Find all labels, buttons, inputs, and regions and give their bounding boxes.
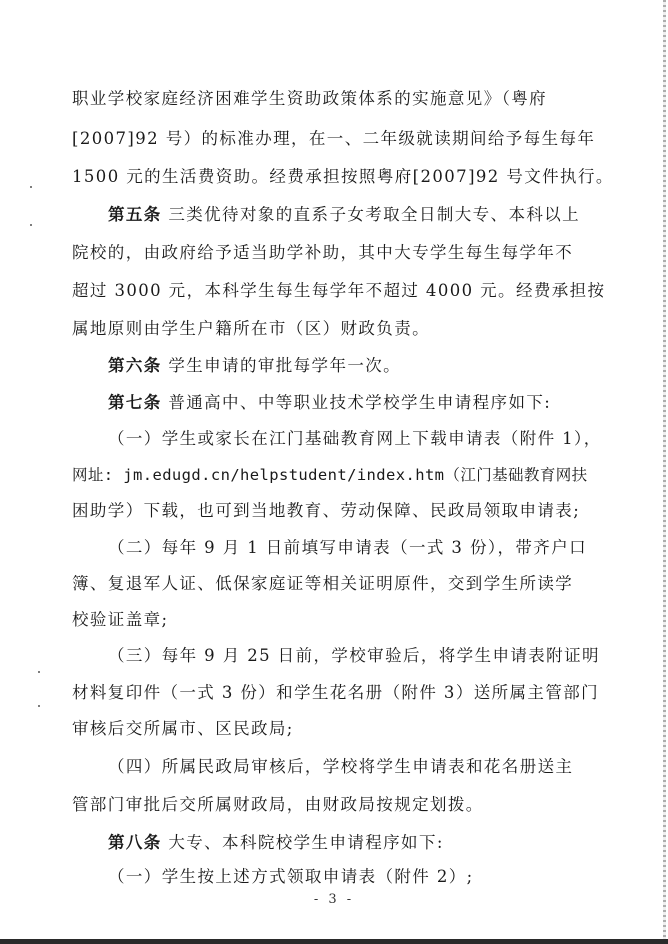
article-5 xyxy=(108,204,602,226)
article-7 xyxy=(108,392,602,414)
text-line: 材料复印件（一式 3 份）和学生花名册（附件 3）送所属主管部门 xyxy=(72,683,600,702)
text-line: （一）学生按上述方式领取申请表（附件 2）; xyxy=(108,867,474,886)
text-line: 审核后交所属市、区民政局; xyxy=(72,719,294,738)
scan-speck xyxy=(38,705,40,707)
article-label: 第五条 xyxy=(108,205,162,224)
text-line: 1500 元的生活费资助。经费承担按照粤府[2007]92 号文件执行。 xyxy=(72,167,614,186)
text-line: （四）所属民政局审核后，学校将学生申请表和花名册送主 xyxy=(108,757,574,776)
text-line: 困助学）下载，也可到当地教育、劳动保障、民政局领取申请表; xyxy=(72,501,581,520)
scan-speck xyxy=(30,186,32,188)
text-line: （一）学生或家长在江门基础教育网上下载申请表（附件 1）， xyxy=(108,429,602,448)
article-text: 普通高中、中等职业技术学校学生申请程序如下: xyxy=(161,393,552,412)
article-6 xyxy=(108,355,602,377)
url-line: 网址: jm.edugd.cn/helpstudent/index.htm（江门基础教育网扶 xyxy=(72,466,588,484)
text-line: 簿、复退军人证、低保家庭证等相关证明原件，交到学生所读学 xyxy=(72,574,574,593)
article-8 xyxy=(108,832,602,854)
article-text: 学生申请的审批每学年一次。 xyxy=(161,356,402,375)
article-label: 第七条 xyxy=(108,393,162,412)
article-text: 大专、本科院校学生申请程序如下: xyxy=(161,833,444,852)
text-line: 校验证盖章; xyxy=(72,610,169,629)
scan-bottom-edge xyxy=(0,939,668,944)
text-line: 属地原则由学生户籍所在市（区）财政负责。 xyxy=(72,319,430,338)
text-line: 管部门审批后交所属财政局，由财政局按规定划拨。 xyxy=(72,795,484,814)
article-text: 三类优待对象的直系子女考取全日制大专、本科以上 xyxy=(161,205,581,224)
text-line: （二）每年 9 月 1 日前填写申请表（一式 3 份），带齐户口 xyxy=(108,538,588,557)
text-line: 职业学校家庭经济困难学生资助政策体系的实施意见》（粤府 xyxy=(72,89,548,108)
article-label: 第八条 xyxy=(108,833,162,852)
text-line: 院校的，由政府给予适当助学补助，其中大专学生每生每学年不 xyxy=(72,243,574,262)
scan-speck xyxy=(38,671,40,673)
scan-speck xyxy=(30,224,32,226)
text-line: （三）每年 9 月 25 日前，学校审验后，将学生申请表附证明 xyxy=(108,646,600,665)
scan-edge xyxy=(663,0,666,940)
article-label: 第六条 xyxy=(108,356,162,375)
text-line: [2007]92 号）的标准办理，在一、二年级就读期间给予每生每年 xyxy=(72,129,596,148)
page-number: - 3 - xyxy=(313,892,355,907)
text-line: 超过 3000 元，本科学生每生每学年不超过 4000 元。经费承担按 xyxy=(72,281,606,300)
